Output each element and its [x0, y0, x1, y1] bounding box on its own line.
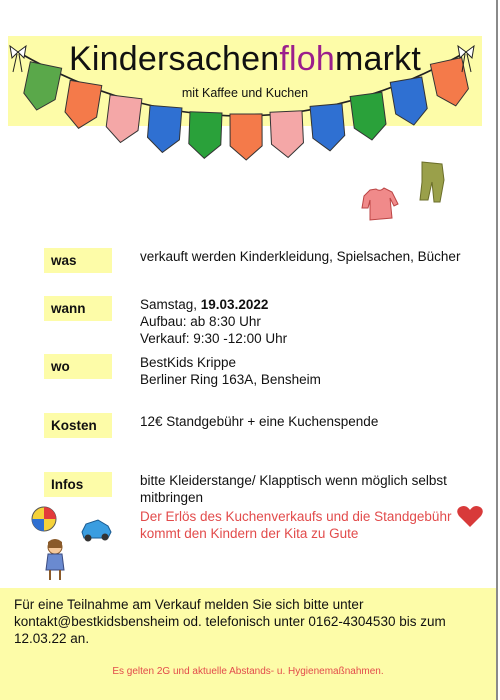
toy-car-icon — [78, 516, 114, 544]
label-kosten: Kosten — [44, 413, 112, 438]
info-was: verkauft werden Kinderkleidung, Spielsachen, Bücher — [140, 249, 461, 264]
label-wann: wann — [44, 296, 112, 321]
info-infos: bitte Kleiderstange/ Klapptisch wenn möglich selbst mitbringen — [140, 473, 447, 505]
page-title: Kindersachenflohmarkt — [69, 40, 421, 78]
bunting-flag — [188, 112, 222, 159]
page-subtitle: mit Kaffee und Kuchen — [181, 86, 309, 100]
label-was: was — [44, 248, 112, 273]
info-infos-note: Der Erlös des Kuchenverkaufs und die Standgebühr kommt den Kindern der Kita zu Gute — [140, 509, 452, 541]
bunting-flag — [270, 111, 304, 158]
wo-address: Berliner Ring 163A, Bensheim — [140, 372, 321, 387]
wann-day: Samstag, — [140, 297, 201, 312]
bunting-icon — [0, 0, 500, 240]
wo-place: BestKids Krippe — [140, 355, 237, 370]
label-wo: wo — [44, 354, 112, 379]
bunting-flag — [390, 77, 429, 128]
wann-date: 19.03.2022 — [200, 297, 269, 312]
bunting-flag — [105, 95, 142, 145]
info-wo — [140, 354, 470, 388]
wann-setup: Aufbau: ab 8:30 Uhr — [140, 314, 261, 329]
info-kosten: 12€ Standgebühr + eine Kuchenspende — [140, 414, 379, 429]
footer-text: Für eine Teilnahme am Verkauf melden Sie sich bitte unter kontakt@bestkidsbensheim od. telefonisch unter 0162-4304530 bis zum 12.03.22 an. — [14, 597, 446, 646]
info-wann — [140, 296, 470, 347]
bunting-flag — [146, 105, 182, 153]
heart-icon — [456, 505, 484, 529]
label-infos: Infos — [44, 472, 112, 497]
bunting-flag — [230, 114, 262, 160]
doll-icon — [40, 538, 70, 582]
trousers-icon — [414, 160, 450, 204]
shirt-icon — [360, 186, 400, 222]
footer-banner — [0, 588, 496, 700]
footer-note: Es gelten 2G und aktuelle Abstands- u. Hygienemaßnahmen. — [112, 666, 384, 677]
bunting-flag — [310, 104, 346, 153]
wann-sale: Verkauf: 9:30 -12:00 Uhr — [140, 331, 288, 346]
ball-icon — [30, 505, 58, 533]
